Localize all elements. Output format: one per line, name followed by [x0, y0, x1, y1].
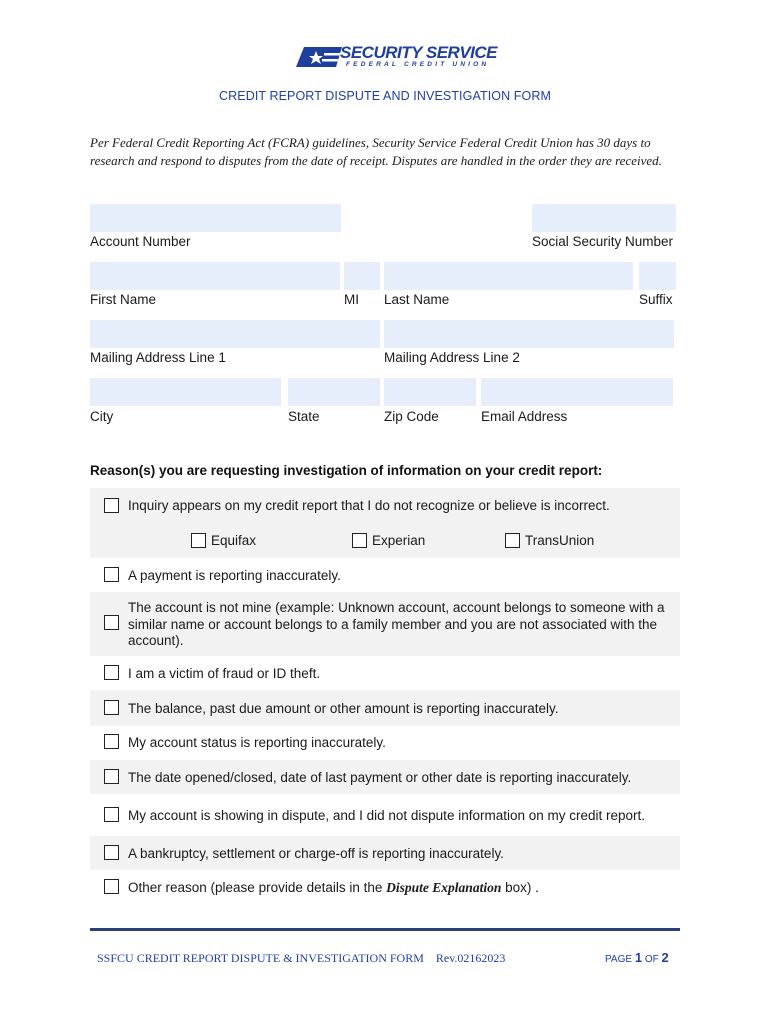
address1-label: Mailing Address Line 1 [90, 350, 226, 365]
page-total: 2 [661, 950, 669, 965]
reason-7-label: The date opened/closed, date of last payment or other date is reporting inaccurately. [128, 770, 632, 785]
reasons-heading: Reason(s) you are requesting investigation of information on your credit report: [90, 463, 603, 478]
transunion-label: TransUnion [525, 533, 595, 548]
city-label: City [90, 409, 114, 424]
intro-paragraph: Per Federal Credit Reporting Act (FCRA) guidelines, Security Service Federal Credit Union has 30 days to research and respond to disputes from the date of receipt. Disputes are handled in the order they are received. [90, 135, 662, 168]
of-word: OF [644, 954, 659, 965]
reason-7-checkbox[interactable] [104, 769, 119, 784]
reason-2-checkbox[interactable] [104, 567, 119, 582]
reason-1-label: Inquiry appears on my credit report that I do not recognize or believe is incorrect. [128, 498, 610, 513]
account-number-input[interactable] [90, 204, 341, 232]
reason-8-checkbox[interactable] [104, 807, 119, 822]
address2-label: Mailing Address Line 2 [384, 350, 520, 365]
ssn-label: Social Security Number [532, 234, 674, 249]
reason-9-checkbox[interactable] [104, 845, 119, 860]
reason-10-checkbox[interactable] [104, 879, 119, 894]
equifax-label: Equifax [211, 533, 257, 548]
state-label: State [288, 409, 320, 424]
reason-10-label [128, 880, 539, 897]
footer-form-name: SSFCU CREDIT REPORT DISPUTE & INVESTIGATION FORM Rev.02162023 [97, 951, 506, 965]
email-input[interactable] [481, 378, 673, 406]
security-service-logo [296, 43, 498, 71]
last-name-label: Last Name [384, 292, 450, 307]
mi-input[interactable] [344, 262, 380, 290]
reason-1-checkbox[interactable] [104, 498, 119, 513]
first-name-input[interactable] [90, 262, 340, 290]
reason-10-suffix: box) . [505, 880, 539, 895]
equifax-checkbox[interactable] [191, 533, 206, 548]
transunion-checkbox[interactable] [505, 533, 520, 548]
dispute-explanation-emphasis: Dispute Explanation [386, 880, 502, 895]
email-label: Email Address [481, 409, 568, 424]
experian-label: Experian [372, 533, 426, 548]
reason-2-label: A payment is reporting inaccurately. [128, 568, 341, 583]
address1-input[interactable] [90, 320, 380, 348]
star-flag-icon [296, 45, 342, 69]
page-indicator [605, 950, 669, 965]
reason-3-label: The account is not mine (example: Unknown account, account belongs to someone with a similar name or account belongs to a family member and you are not associated with the account). [128, 600, 665, 648]
experian-checkbox[interactable] [352, 533, 367, 548]
last-name-input[interactable] [384, 262, 633, 290]
first-name-label: First Name [90, 292, 157, 307]
suffix-label: Suffix [639, 292, 673, 307]
page-word: PAGE [605, 954, 633, 965]
account-number-label: Account Number [90, 234, 191, 249]
reason-5-label: The balance, past due amount or other amount is reporting inaccurately. [128, 701, 559, 716]
reason-5-checkbox[interactable] [104, 700, 119, 715]
reason-4-label: I am a victim of fraud or ID theft. [128, 666, 321, 681]
city-input[interactable] [90, 378, 281, 406]
page-number: 1 [634, 950, 643, 965]
suffix-input[interactable] [639, 262, 676, 290]
reason-9-label: A bankruptcy, settlement or charge-off is reporting inaccurately. [128, 846, 504, 861]
reason-6-label: My account status is reporting inaccurately. [128, 735, 386, 750]
reason-6-checkbox[interactable] [104, 734, 119, 749]
address2-input[interactable] [384, 320, 674, 348]
reason-8-label: My account is showing in dispute, and I did not dispute information on my credit report. [128, 808, 646, 823]
reason-3-checkbox[interactable] [104, 615, 119, 630]
zip-input[interactable] [384, 378, 476, 406]
ssn-input[interactable] [532, 204, 676, 232]
form-title: CREDIT REPORT DISPUTE AND INVESTIGATION FORM [219, 89, 551, 103]
footer-divider [90, 928, 680, 931]
reason-4-checkbox[interactable] [104, 665, 119, 680]
logo-subtitle: FEDERAL CREDIT UNION [346, 61, 490, 68]
reason-10-prefix: Other reason (please provide details in the [128, 880, 383, 895]
mi-label: MI [344, 292, 359, 307]
logo-name: SECURITY SERVICE [340, 43, 498, 62]
state-input[interactable] [288, 378, 380, 406]
zip-label: Zip Code [384, 409, 439, 424]
